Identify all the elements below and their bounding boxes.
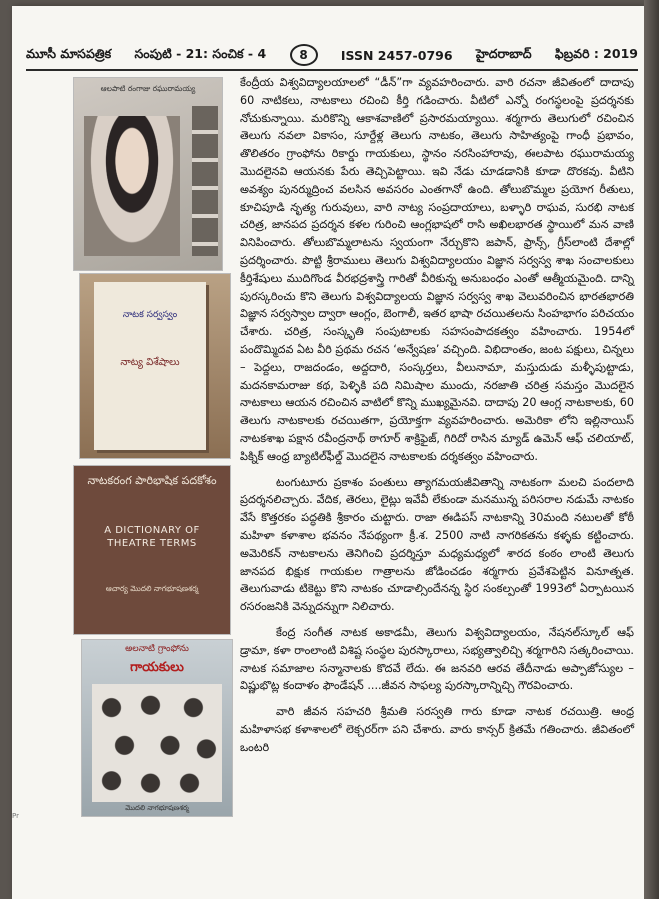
masthead [26,42,638,68]
book1-title: ఆలపాటి రంగాజు రఘురామయ్య [100,84,196,93]
book2-cover [94,282,206,450]
book2-title-b: నాట్య విశేషాలు [120,357,180,368]
magazine-page [12,6,644,899]
page-edge-shadow [644,0,659,899]
issn: ISSN 2457-0796 [340,47,453,63]
article-body [240,74,634,756]
book3-author: ఆచార్య మొదలి నాగభూషణశర్మ [105,584,199,593]
book2-title-a: నాటక సర్వస్వం [122,310,178,320]
book4-title-main: గాయకులు [130,660,184,675]
book4-author: మొదలి నాగభూషణశర్మ [125,804,189,812]
book-cover-theatre-dictionary [74,466,230,634]
issue-date: ఫిబ్రవరి : 2019 [554,45,638,61]
photo-strip-image [192,106,218,256]
singers-photo-collage [92,684,222,802]
book3-title-telugu: నాటకరంగ పారిభాషిక పదకోశం [87,474,217,487]
article-paragraph-2: టంగుటూరు ప్రకాశం పంతులు త్యాగమయజీవితాన్ని నాటకంగా మలచి పందలాది ప్రదర్శనలిచ్చారు. వేదిక, తెరలు, లైట్లు ఇవేవీ లేకుండా మనమున్న పరిసరాల నడుమే నాటకం వేసే కొత్తరకం పద్ధతికి శ్రీకారం చుట్టారు. రాజా ఈడిపస్ నాటకాన్ని 30మంది నటులతో కోఠీ మహిళా కళాశాల భవనం నేపథ్యంగా క్రీ.శ. 2500 నాటి నాగరికతను కళ్ళకు కట్టించారు. అమెరికన్ నాటకాలను తెనిగించి ప్రదర్శిస్తూ మధ్యమధ్యలో శారద కంఠం లాంటి తెలుగు జానపద భిక్షుక గాయకుల గాత్రాలను జోడించడం శర్మగారు ప్రవేశపెట్టిన వినూత్నత. తెలుగువాడు టికెట్టు కొని నాటకం చూడాల్సిందేనన్న స్థిర సంకల్పంతో 1993లో ఏర్పాటయిన రసరంజనికి వెన్నుదన్నుగా నిలిచారు. [240,475,634,614]
margin-mark: Pr [12,812,19,820]
book-cover-portrait [74,78,222,270]
article-paragraph-4: వారి జీవన సహచరి శ్రీమతి సరస్వతి గారు కూడా నాటక రచయిత్రి. ఆంధ్ర మహిళాసభ కళాశాలలో లెక్చరర్‌గా పని చేశారు. వారు కాన్సర్ క్రితమే గతించారు. జీవితంలో ఒంటరి [240,705,634,754]
header-rule [26,69,638,71]
city: హైదరాబాద్ [475,45,532,61]
book-cover-second [80,274,230,458]
book3-title-english: A DICTIONARY OF THEATRE TERMS [104,525,200,549]
magazine-name: మూసీ మాసపత్రిక [26,45,112,61]
book-cover-gramophone-singers [82,640,232,816]
volume-issue: సంపుటి - 21: సంచిక - 4 [134,45,267,61]
article-paragraph-1: కేంద్రీయ విశ్వవిద్యాలయాలలో “డీన్”గా వ్యవహరించారు. వారి రచనా జీవితంలో దాదాపు 60 నాటికలు, నాటకాలు రచించి కీర్తి గడించారు. వీటిలో ఎన్నో రంగస్థలంపై ప్రదర్శనకు నోచుకున్నాయి. మరికొన్ని ఆకాశవాణిలో ప్రసారమయ్యాయి. శర్మగారు తెలుగులో రచించిన తెలుగు నవలా వికాసం, సూర్దేళ్ల తెలుగు నాటకం, తెలుగు సాహిత్యంపై గాంధీ ప్రభావం, తొలితరం గ్రాంఫోను రికార్డు గాయకులు, స్థానం నరసింహారావు, ఈలపాట రఘురామయ్య మొదలైనవి ఆయనకు పేరు తెచ్చిపెట్టాయి. ఇవి నేడు చూడడానికి కూడా దొరకవు. వీటిని అవశ్యం పునర్ముద్రించ వలసిన అవసరం ఎంతగానో ఉంది. తోలుబొమ్మల ప్రయోగ రీతులు, కూచిపూడి నృత్య గురువులు, వారి నాట్య సంప్రదాయాలు, బళ్ళారి రాఘవ, సురభి నాటక చరిత్ర, జానపద ప్రదర్శన కళల గురించి ఆంగ్లభాషలో రాసి అఖిలభారత స్థాయిలో మన వాణి వినిపించారు. తోలుబొమ్మలాటను స్వయంగా నేర్చుకొని జపాన్, ఫ్రాన్స్, గ్రీస్‌లాంటి దేశాల్లో ప్రదర్శించారు. పొట్టి శ్రీరాములు తెలుగు విశ్వవిద్యాలయం విజ్ఞాన సర్వస్వ శాఖ సంచాలకులు కీర్తిశేషులు ముదిగొండ వీరభద్రశాస్త్రి గారితో వీరికున్న అనుబంధం ఎంతో ఆత్మీయమైంది. దాన్ని పురస్కరించు కొని తెలుగు విశ్వవిద్యాలయ విజ్ఞాన సర్వస్వ శాఖ వెలువరించిన భారతభారతి విజ్ఞాన సర్వస్వాల ద్వారా ఆంగ్లం, బెంగాలీ, ఇతర భాషా రచయితలను సింహభాగం పరిచయం చేశారు. చరిత్ర, సంస్కృతి సంపుటాలకు సహసంపాదకత్వం వహించారు. 1954లో పందొమ్మిదవ ఏట వీరి ప్రథమ రచన ‘అన్వేషణ’ వచ్చింది. విభిదాంతం, జంట పక్షులు, చిన్నలు – పెద్దలు, రాజదండం, అద్దదారి, సంస్కర్తలు, వీలునామా, మస్తుదుడు మళ్ళీపుట్టాడు, మదనకామరాజు కథ, పెళ్ళికి పది నిమిషాల ముందు, నరజాతి చరిత్ర సమస్తం మొదలైన నాటకాలు ఆయన రచించిన వాటిలో కొన్ని ముఖ్యమైనవి. దాదాపు 20 ఆంగ్ల నాటకాలకు, 60 తెలుగు నాటకాలకు రచయితగా, ప్రయోక్తగా వ్యవహరించారు. అమెరికా లోని ఇల్లినాయిస్ నాటకశాఖ పక్షాన రవీంద్రనాథ్ ఠాగూర్ శాక్రిఫైజ్, గిరిదో రాసిన మ్యాడ్ ఉమెన్ ఆఫ్ చలియాట్, పిక్నిక్ ఆంధ్ర బ్యాటిల్‌ఫీల్డ్ మొదలైన నాటకాలకు దర్శకత్వం వహించారు. [240,76,634,463]
article-paragraph-3: కేంద్ర సంగీత నాటక అకాడమీ, తెలుగు విశ్వవిద్యాలయం, నేషనల్‌స్కూల్ ఆఫ్ డ్రామా, కళా రాంలాంటి విశిష్ట సంస్థల పురస్కారాలు, సభ్యత్వాలిచ్చి శర్మగారిని సత్కరించాయి. నాటక సమాజాల సన్మానాలకు కొదవే లేదు. ఈ జనవరి ఆరవ తేదీనాడు అప్పాజోస్యుల – విష్ణుభొట్ల కందాళం ఫౌండేషన్ ....జీవన సాఫల్య పురస్కారాన్నిచ్చి గౌరవించారు. [240,625,634,693]
page-number: 8 [290,44,318,66]
author-portrait-image [84,116,180,256]
book4-title-top: అలనాటి గ్రాంఫోను [125,644,189,654]
